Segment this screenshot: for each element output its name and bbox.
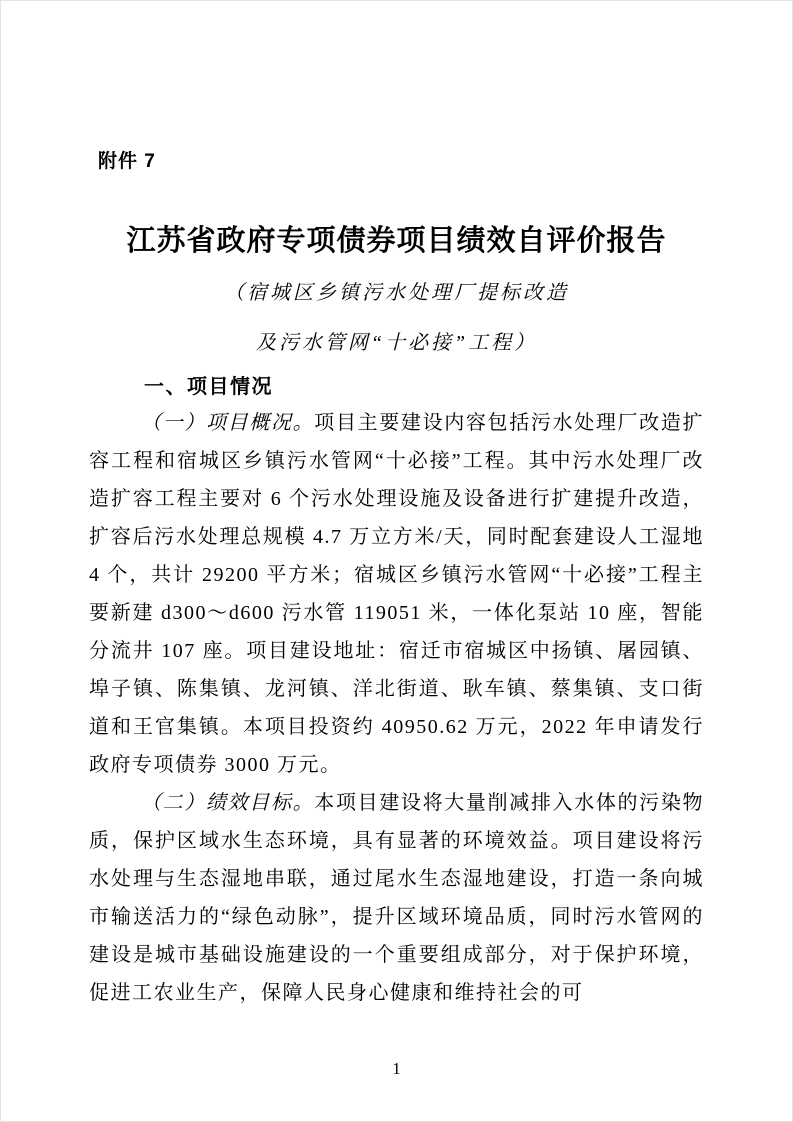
paragraph-lead-performance-goals: （二）绩效目标。 [141, 792, 315, 814]
document-subtitle-line1: （宿城区乡镇污水处理厂提标改造 [224, 282, 569, 304]
document-title: 江苏省政府专项债券项目绩效自评价报告 [126, 225, 667, 257]
section-heading-project-situation: 一、项目情况 [144, 376, 273, 398]
page-number: 1 [392, 1059, 401, 1078]
paragraph-text-project-overview: 项目主要建设内容包括污水处理厂改造扩容工程和宿城区乡镇污水管网“十必接”工程。其中污水处理厂改造扩容工程主要对 6 个污水处理设施及设备进行扩建提升改造，扩容后污水处理总规模 4.7 万立方米/天，同时配套建设人工湿地 4 个，共计 29200 平方米；宿城区乡镇污水管网“十必接”工程主要新建 d300～d600 污水管 119051 米，一体化泵站 10 座，智能分流井 107 座。项目建设地址：宿迁市宿城区中扬镇、屠园镇、埠子镇、陈集镇、龙河镇、洋北街道、耿车镇、蔡集镇、支口街道和王官集镇。本项目投资约 40950.62 万元，2022 年申请发行政府专项债券 3000 万元。 [89, 412, 705, 776]
paragraph-lead-project-overview: （一）项目概况。 [141, 412, 315, 434]
document-subtitle-line2: 及污水管网“十必接”工程） [255, 332, 538, 354]
paragraph-project-overview [89, 404, 704, 784]
paragraph-text-performance-goals: 本项目建设将大量削减排入水体的污染物质，保护区域水生态环境，具有显著的环境效益。项目建设将污水处理与生态湿地串联，通过尾水生态湿地建设，打造一条向城市输送活力的“绿色动脉”，提升区域环境品质，同时污水管网的建设是城市基础设施建设的一个重要组成部分，对于保护环境，促进工农业生产，保障人民身心健康和维持社会的可 [89, 792, 705, 1004]
paragraph-performance-goals [89, 784, 704, 1012]
attachment-label: 附件 7 [98, 151, 156, 172]
